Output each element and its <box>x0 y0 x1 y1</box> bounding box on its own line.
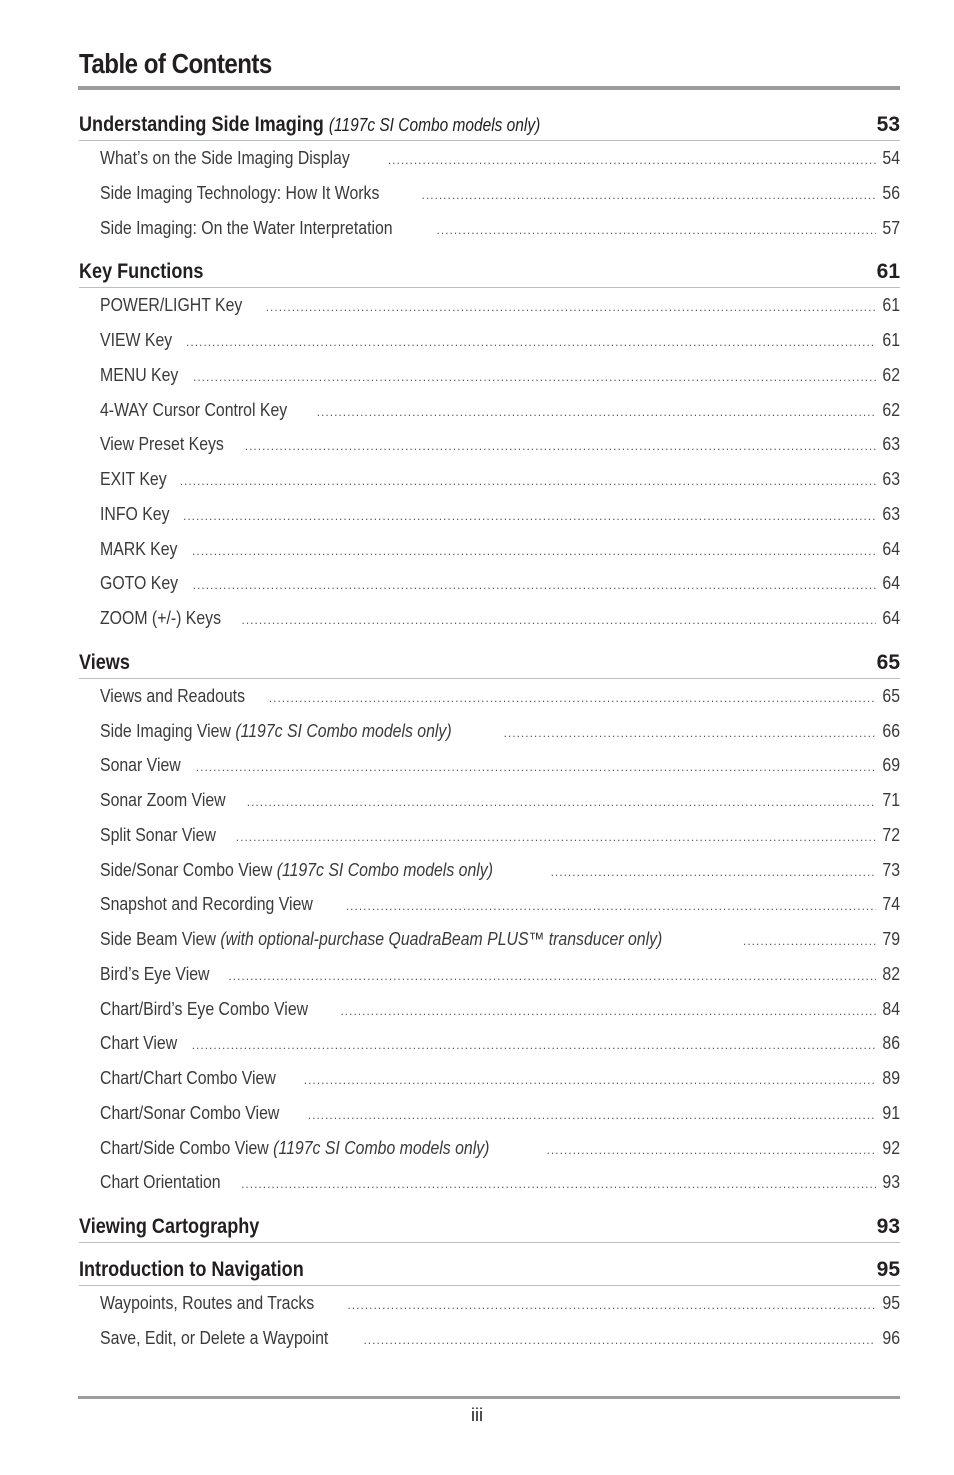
entry-title <box>100 894 313 915</box>
table-of-contents <box>79 110 900 1368</box>
toc-entry[interactable] <box>79 358 900 393</box>
section-title <box>79 260 203 284</box>
entry-title <box>100 295 242 316</box>
entry-title-text: Sonar View <box>100 755 181 776</box>
dot-leader <box>193 370 876 384</box>
entry-title <box>100 365 178 386</box>
entry-page-number: 61 <box>882 330 900 350</box>
entry-title <box>100 755 181 776</box>
toc-entry[interactable] <box>79 818 900 853</box>
toc-entry[interactable] <box>79 462 900 497</box>
section-note: (1197c SI Combo models only) <box>328 115 541 135</box>
dot-leader <box>180 474 876 488</box>
toc-entry[interactable] <box>79 1131 900 1166</box>
section-title-text: Understanding Side Imaging <box>79 113 324 136</box>
toc-entry[interactable] <box>79 176 900 211</box>
entry-title-text: 4-WAY Cursor Control Key <box>100 399 288 420</box>
entry-page-number: 57 <box>882 217 900 238</box>
entry-page-number: 91 <box>882 1102 900 1123</box>
section-page-number: 53 <box>876 113 900 136</box>
toc-entry-list <box>79 141 900 245</box>
entry-title <box>100 218 393 239</box>
dot-leader <box>247 795 876 809</box>
toc-entry[interactable] <box>79 1321 900 1356</box>
toc-entry[interactable] <box>79 427 900 462</box>
entry-page-number: 86 <box>882 1033 900 1054</box>
entry-page-number: 64 <box>882 573 900 594</box>
entry-page-number: 69 <box>882 755 900 776</box>
entry-title-text: Chart/Chart Combo View <box>100 1068 276 1088</box>
entry-title-text: MARK Key <box>100 538 178 559</box>
entry-title-text: VIEW Key <box>100 330 173 350</box>
toc-entry[interactable] <box>79 992 900 1027</box>
entry-title <box>100 790 226 811</box>
section-title-text: Views <box>79 650 130 674</box>
entry-page-number: 62 <box>882 399 900 420</box>
toc-section <box>79 257 900 636</box>
toc-entry[interactable] <box>79 393 900 428</box>
entry-title-text: Side Imaging Technology: How It Works <box>100 182 380 203</box>
section-title-text: Viewing Cartography <box>79 1215 260 1238</box>
dot-leader <box>422 188 876 202</box>
section-page-number: 61 <box>876 260 900 284</box>
entry-title <box>100 608 221 629</box>
entry-page-number: 74 <box>882 894 900 915</box>
entry-page-number: 92 <box>882 1137 900 1158</box>
entry-page-number: 79 <box>882 929 900 949</box>
dot-leader <box>241 1177 876 1191</box>
dot-leader <box>193 578 876 592</box>
entry-title <box>100 504 170 525</box>
dot-leader <box>551 865 876 879</box>
entry-page-number: 66 <box>882 720 900 741</box>
dot-leader <box>743 934 876 948</box>
dot-leader <box>186 335 876 349</box>
dot-leader <box>363 1333 876 1347</box>
dot-leader <box>242 613 876 627</box>
toc-entry-list <box>79 679 900 1200</box>
dot-leader <box>269 691 876 705</box>
entry-title-text: Chart/Bird’s Eye Combo View <box>100 998 309 1019</box>
entry-title <box>100 573 178 594</box>
toc-entry[interactable] <box>79 141 900 176</box>
entry-page-number: 72 <box>882 824 900 845</box>
entry-page-number: 54 <box>882 148 900 168</box>
dot-leader <box>196 760 876 774</box>
entry-title <box>100 929 662 950</box>
toc-entry-list <box>79 288 900 636</box>
page-title: Table of Contents <box>79 48 272 79</box>
entry-title-text: What’s on the Side Imaging Display <box>100 148 350 168</box>
section-page-number: 65 <box>876 650 900 674</box>
entry-page-number: 63 <box>882 503 900 524</box>
entry-page-number: 89 <box>882 1068 900 1088</box>
toc-entry[interactable] <box>79 922 900 957</box>
entry-page-number: 71 <box>882 790 900 810</box>
entry-title-text: POWER/LIGHT Key <box>100 295 243 316</box>
entry-title <box>100 860 493 881</box>
entry-title-text: Side Beam View <box>100 929 216 949</box>
dot-leader <box>228 969 876 983</box>
toc-entry[interactable] <box>79 1026 900 1061</box>
dot-leader <box>192 544 876 558</box>
entry-title-text: Chart/Side Combo View <box>100 1137 269 1158</box>
entry-title <box>100 330 172 351</box>
toc-entry[interactable] <box>79 1096 900 1131</box>
entry-title <box>100 469 167 490</box>
top-divider <box>78 86 900 90</box>
section-title <box>79 651 130 675</box>
section-title <box>79 1258 304 1282</box>
entry-title-text: Sonar Zoom View <box>100 790 226 810</box>
entry-page-number: 65 <box>882 685 900 706</box>
entry-title-text: Bird’s Eye View <box>100 963 210 984</box>
entry-page-number: 84 <box>882 998 900 1019</box>
toc-entry[interactable] <box>79 714 900 749</box>
entry-page-number: 96 <box>882 1327 900 1348</box>
dot-leader <box>308 1108 876 1122</box>
section-page-number: 93 <box>876 1215 900 1238</box>
section-title <box>79 1215 259 1239</box>
dot-leader <box>183 509 876 523</box>
entry-title <box>100 539 177 560</box>
entry-title-text: ZOOM (+/-) Keys <box>100 608 222 628</box>
entry-title <box>100 1103 279 1124</box>
entry-title <box>100 183 379 204</box>
entry-title <box>100 686 245 707</box>
entry-page-number: 73 <box>882 859 900 880</box>
toc-entry[interactable] <box>79 211 900 246</box>
dot-leader <box>304 1073 876 1087</box>
entry-title-text: Snapshot and Recording View <box>100 894 313 915</box>
entry-title <box>100 825 216 846</box>
entry-note: (1197c SI Combo models only) <box>235 720 452 741</box>
dot-leader <box>245 439 876 453</box>
entry-title-text: Side Imaging: On the Water Interpretation <box>100 217 393 238</box>
dot-leader <box>388 153 876 167</box>
dot-leader <box>504 726 876 740</box>
entry-title <box>100 721 452 742</box>
dot-leader <box>346 899 876 913</box>
toc-section-heading[interactable] <box>79 257 900 288</box>
entry-title <box>100 148 350 169</box>
toc-entry[interactable] <box>79 323 900 358</box>
section-title-text: Introduction to Navigation <box>79 1258 304 1281</box>
entry-title-text: View Preset Keys <box>100 434 224 455</box>
entry-title-text: Side Imaging View <box>100 720 231 741</box>
toc-entry[interactable] <box>79 783 900 818</box>
entry-title <box>100 1033 177 1054</box>
dot-leader <box>192 1038 876 1052</box>
dot-leader <box>547 1143 876 1157</box>
dot-leader <box>236 830 876 844</box>
entry-title <box>100 1172 221 1193</box>
entry-page-number: 93 <box>882 1172 900 1193</box>
entry-title <box>100 1068 276 1089</box>
entry-title-text: Views and Readouts <box>100 685 246 706</box>
dot-leader <box>317 405 876 419</box>
entry-title <box>100 434 224 455</box>
entry-page-number: 56 <box>882 182 900 203</box>
toc-entry[interactable] <box>79 1061 900 1096</box>
toc-section <box>79 648 900 1200</box>
entry-title-text: Chart/Sonar Combo View <box>100 1102 280 1123</box>
toc-entry[interactable] <box>79 566 900 601</box>
entry-title-text: Side/Sonar Combo View <box>100 859 273 880</box>
dot-leader <box>437 223 876 237</box>
entry-title-text: GOTO Key <box>100 573 179 594</box>
toc-entry[interactable] <box>79 497 900 532</box>
dot-leader <box>266 300 876 314</box>
entry-title-text: EXIT Key <box>100 469 167 489</box>
toc-entry[interactable] <box>79 1286 900 1321</box>
bottom-divider <box>78 1396 900 1399</box>
dot-leader <box>340 1004 876 1018</box>
toc-entry[interactable] <box>79 748 900 783</box>
entry-page-number: 63 <box>882 434 900 455</box>
entry-page-number: 64 <box>882 608 900 628</box>
entry-title <box>100 1138 489 1159</box>
toc-entry[interactable] <box>79 957 900 992</box>
toc-section <box>79 110 900 245</box>
entry-title <box>100 400 287 421</box>
section-title-text: Key Functions <box>79 260 204 284</box>
entry-page-number: 95 <box>882 1293 900 1313</box>
toc-section <box>79 1255 900 1356</box>
entry-title-text: Chart Orientation <box>100 1172 221 1193</box>
entry-title <box>100 1328 328 1349</box>
dot-leader <box>347 1298 876 1312</box>
toc-entry[interactable] <box>79 1165 900 1200</box>
toc-section-heading[interactable] <box>79 648 900 679</box>
toc-entry-list <box>79 1286 900 1356</box>
entry-title <box>100 964 209 985</box>
page-number-footer: iii <box>471 1405 483 1425</box>
entry-title-text: Chart View <box>100 1033 178 1054</box>
toc-entry[interactable] <box>79 532 900 567</box>
entry-note: (1197c SI Combo models only) <box>273 1137 490 1158</box>
entry-title-text: Split Sonar View <box>100 824 216 845</box>
entry-note: (1197c SI Combo models only) <box>276 859 493 880</box>
entry-page-number: 63 <box>882 469 900 489</box>
entry-page-number: 62 <box>882 364 900 385</box>
toc-section-heading[interactable] <box>79 110 900 141</box>
entry-title-text: INFO Key <box>100 503 170 524</box>
entry-title-text: Save, Edit, or Delete a Waypoint <box>100 1327 329 1348</box>
entry-title <box>100 999 308 1020</box>
toc-section-heading[interactable] <box>79 1255 900 1286</box>
section-page-number: 95 <box>876 1258 900 1281</box>
entry-title <box>100 1293 314 1314</box>
entry-title-text: MENU Key <box>100 364 179 385</box>
toc-entry[interactable] <box>79 679 900 714</box>
entry-page-number: 82 <box>882 963 900 984</box>
toc-entry[interactable] <box>79 853 900 888</box>
toc-entry[interactable] <box>79 601 900 636</box>
section-title <box>79 113 540 137</box>
entry-page-number: 64 <box>882 538 900 559</box>
toc-section <box>79 1212 900 1243</box>
toc-entry[interactable] <box>79 288 900 323</box>
toc-entry[interactable] <box>79 887 900 922</box>
entry-title-text: Waypoints, Routes and Tracks <box>100 1293 315 1313</box>
entry-note: (with optional-purchase QuadraBeam PLUS™ transducer only) <box>220 929 663 949</box>
entry-page-number: 61 <box>882 295 900 316</box>
toc-section-heading[interactable] <box>79 1212 900 1243</box>
